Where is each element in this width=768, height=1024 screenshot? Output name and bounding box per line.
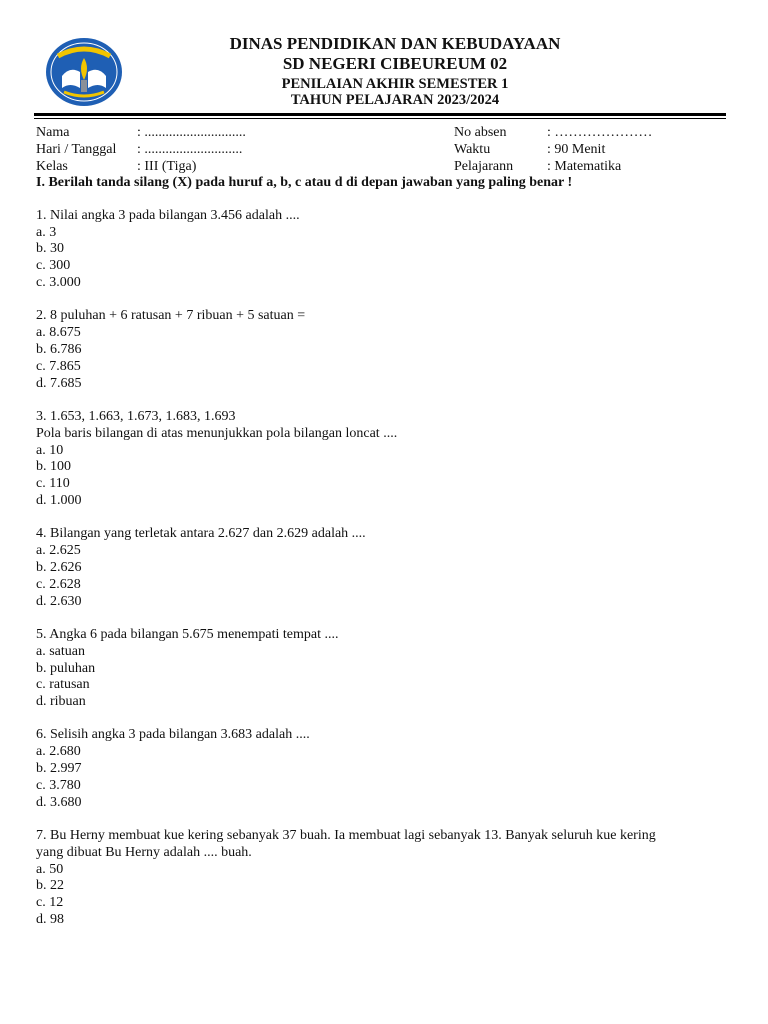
header-line-4: TAHUN PELAJARAN 2023/2024 (290, 92, 500, 108)
student-info-right (454, 124, 652, 175)
header-line-3: PENILAIAN AKHIR SEMESTER 1 (281, 76, 509, 92)
info-row-nama (36, 124, 246, 141)
info-value: : III (Tiga) (137, 159, 197, 174)
info-label: Nama (36, 125, 70, 140)
info-value: : ............................ (137, 142, 243, 157)
info-value: : ………………… (547, 125, 653, 140)
info-label: Kelas (36, 159, 68, 174)
answer-option: b. 100 (36, 459, 71, 475)
answer-option: c. 2.628 (36, 576, 81, 592)
info-label: Pelajarann (454, 159, 514, 174)
question-item (36, 208, 736, 292)
info-value: : 90 Menit (547, 142, 606, 157)
question-text: 4. Bilangan yang terletak antara 2.627 dan 2.629 adalah .... (36, 526, 366, 542)
question-text: Pola baris bilangan di atas menunjukkan pola bilangan loncat .... (36, 425, 398, 441)
info-row-no-absen (454, 124, 652, 141)
question-text: yang dibuat Bu Herny adalah .... buah. (36, 844, 252, 860)
answer-option: a. satuan (36, 643, 85, 659)
header-divider-thick (34, 113, 726, 116)
answer-option: c. 7.865 (36, 358, 81, 374)
answer-option: c. 12 (36, 895, 64, 911)
question-item (36, 627, 736, 711)
question-item (36, 409, 736, 510)
exam-content (36, 175, 736, 945)
header-line-1: DINAS PENDIDIKAN DAN KEBUDAYAAN (229, 34, 561, 53)
answer-option: d. 1.000 (36, 492, 82, 508)
question-item (36, 828, 736, 929)
answer-option: a. 10 (36, 442, 64, 458)
info-label: Hari / Tanggal (36, 142, 117, 157)
header-divider-thin (34, 118, 726, 119)
question-item (36, 526, 736, 610)
info-label: No absen (454, 125, 507, 140)
answer-option: b. 6.786 (36, 341, 82, 357)
question-text: 5. Angka 6 pada bilangan 5.675 menempati tempat .... (36, 626, 339, 642)
answer-option: c. ratusan (36, 677, 90, 693)
question-text: 2. 8 puluhan + 6 ratusan + 7 ribuan + 5 satuan = (36, 308, 306, 324)
answer-option: b. puluhan (36, 660, 96, 676)
document-header (0, 0, 768, 118)
answer-option: b. 22 (36, 878, 64, 894)
answer-option: c. 3.000 (36, 274, 81, 290)
question-text: 3. 1.653, 1.663, 1.673, 1.683, 1.693 (36, 408, 236, 424)
info-value: : Matematika (547, 159, 622, 174)
answer-option: a. 3 (36, 224, 57, 240)
info-row-kelas (36, 158, 246, 175)
answer-option: d. 2.630 (36, 593, 82, 609)
answer-option: c. 300 (36, 258, 71, 274)
answer-option: d. 7.685 (36, 375, 82, 391)
answer-option: a. 2.625 (36, 543, 81, 559)
answer-option: a. 8.675 (36, 325, 81, 341)
header-titles (210, 34, 580, 108)
question-list (36, 208, 736, 929)
info-row-waktu (454, 141, 652, 158)
question-item (36, 308, 736, 392)
tut-wuri-handayani-logo-icon (44, 36, 124, 108)
info-value: : ............................. (137, 125, 246, 140)
answer-option: c. 110 (36, 476, 70, 492)
info-label: Waktu (454, 142, 491, 157)
answer-option: c. 3.780 (36, 777, 81, 793)
answer-option: a. 2.680 (36, 744, 81, 760)
info-row-pelajaran (454, 158, 652, 175)
instruction-text: I. Berilah tanda silang (X) pada huruf a, b, c atau d di depan jawaban yang paling benar ! (36, 175, 573, 190)
answer-option: b. 2.997 (36, 761, 82, 777)
student-info-left (36, 124, 246, 175)
question-item (36, 727, 736, 811)
answer-option: d. 3.680 (36, 794, 82, 810)
question-text: 1. Nilai angka 3 pada bilangan 3.456 adalah .... (36, 207, 300, 223)
info-row-hari-tanggal (36, 141, 246, 158)
answer-option: a. 50 (36, 861, 64, 877)
question-text: 7. Bu Herny membuat kue kering sebanyak 37 buah. Ia membuat lagi sebanyak 13. Banyak seluruh kue kering (36, 828, 656, 844)
header-line-2: SD NEGERI CIBEUREUM 02 (282, 54, 508, 73)
answer-option: b. 2.626 (36, 559, 82, 575)
answer-option: d. 98 (36, 912, 64, 928)
answer-option: b. 30 (36, 241, 64, 257)
answer-option: d. ribuan (36, 694, 86, 710)
question-text: 6. Selisih angka 3 pada bilangan 3.683 adalah .... (36, 727, 310, 743)
